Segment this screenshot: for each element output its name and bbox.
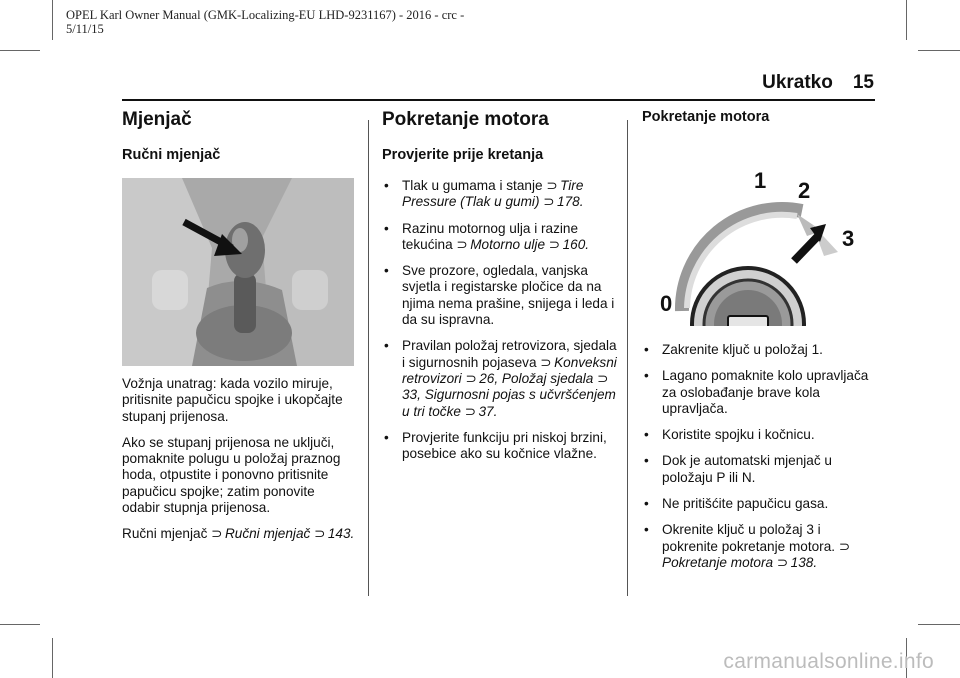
label-position-1: 1 <box>754 168 767 193</box>
list-item: • Ne pritišćite papučicu gasa. <box>642 496 878 512</box>
list-item: • Zakrenite ključ u položaj 1. <box>642 342 878 358</box>
arrow-ref-icon: ⊃ <box>543 194 555 210</box>
section-heading: Pokretanje motora <box>382 109 549 130</box>
meta-date: 5/11/15 <box>66 22 104 36</box>
list-item: • Okrenite ključ u položaj 3 i pokrenite pokretanje motora. ⊃ Pokretanje motora ⊃ 138. <box>642 522 878 571</box>
ref-link[interactable]: Motorno ulje <box>470 236 546 252</box>
list-item: • Provjerite funkciju pri niskoj brzini, posebice ako su kočnice vlažne. <box>382 430 618 463</box>
ref-page[interactable]: 33, <box>402 387 421 403</box>
column-engine-start-checks <box>382 108 618 472</box>
crop-mark <box>0 50 40 51</box>
ref-link[interactable]: Ručni mjenjač <box>224 526 311 542</box>
list-item: • Koristite spojku i kočnicu. <box>642 427 878 443</box>
ref-link[interactable]: Konveksni retrovizori <box>402 354 617 386</box>
ref-link[interactable]: Položaj sjedala <box>501 370 594 386</box>
label-position-0: 0 <box>660 291 673 316</box>
manual-ref: Ručni mjenjač ⊃ Ručni mjenjač ⊃ 143. <box>122 526 355 542</box>
crop-mark <box>52 0 53 40</box>
arrow-ref-icon: ⊃ <box>464 403 477 419</box>
label-position-2: 2 <box>798 178 811 203</box>
arrow-ref-icon: ⊃ <box>456 236 468 252</box>
document-meta <box>66 8 526 36</box>
arrow-ref-icon: ⊃ <box>540 354 552 370</box>
arrow-ref-icon: ⊃ <box>776 554 789 570</box>
column-transmission <box>122 108 356 553</box>
ref-page[interactable]: 178. <box>557 194 584 210</box>
check-list <box>382 178 618 462</box>
ref-page[interactable]: 143. <box>327 526 355 542</box>
crop-mark <box>918 624 960 625</box>
label-position-3: 3 <box>842 226 855 251</box>
arrow-ref-icon: ⊃ <box>314 526 326 542</box>
gear-lever-illustration <box>122 178 354 366</box>
crop-mark <box>0 624 40 625</box>
meta-header-line: OPEL Karl Owner Manual (GMK-Localizing-EU LHD-9231167) - 2016 - crc - <box>66 8 465 22</box>
arrow-ref-icon: ⊃ <box>211 526 223 542</box>
gear-lever-photo <box>122 178 354 366</box>
ref-page[interactable]: 26, <box>479 370 499 386</box>
ref-link[interactable]: Sigurnosni pojas s učvršćenjem u tri točke <box>402 387 616 419</box>
arrow-ref-icon: ⊃ <box>548 236 561 252</box>
list-item: • Lagano pomaknite kolo upravljača za oslobađanje brave kola upravljača. <box>642 368 878 417</box>
arrow-ref-icon: ⊃ <box>465 370 477 386</box>
start-steps-list <box>642 342 878 571</box>
list-item: • Sve prozore, ogledala, vanjska svjetla i registarske pločice da na njima nema prašine, snijega i leda i da su ispravna. <box>382 263 618 328</box>
ref-link[interactable]: Tire Pressure (Tlak u gumi) <box>402 178 584 210</box>
ref-page[interactable]: 138. <box>790 554 818 570</box>
ref-page[interactable]: 160. <box>562 236 590 252</box>
section-title: Ukratko <box>762 72 833 93</box>
list-item: • Pravilan položaj retrovizora, sjedala i sigurnosnih pojaseva ⊃ Konveksni retrovizori ⊃ 26, Položaj sjedala ⊃ 33, Sigurnosni pojas s učvršćenjem u tri točke ⊃ 37. <box>382 338 618 419</box>
list-item: • Razinu motornog ulja i razine tekućina ⊃ Motorno ulje ⊃ 160. <box>382 221 618 254</box>
reverse-gear-text: Vožnja unatrag: kada vozilo miruje, pritisnite papučicu spojke i ukopčajte stupanj prijenosa. <box>122 376 343 424</box>
column-divider <box>627 120 628 596</box>
list-item: • Dok je automatski mjenjač u položaju P ili N. <box>642 453 878 486</box>
crop-mark <box>918 50 960 51</box>
ref-link[interactable]: Pokretanje motora <box>662 554 774 570</box>
list-item: • Tlak u gumama i stanje ⊃ Tire Pressure (Tlak u gumi) ⊃ 178. <box>382 178 618 211</box>
crop-mark <box>906 0 907 40</box>
crop-mark <box>52 638 53 678</box>
subsection-heading: Ručni mjenjač <box>122 147 221 163</box>
page-number: 15 <box>852 72 874 93</box>
arrow-ref-icon: ⊃ <box>597 370 609 386</box>
ref-page[interactable]: 37. <box>478 403 498 419</box>
watermark: carmanualsonline.info <box>723 650 934 673</box>
column-starting-engine <box>642 108 878 581</box>
subsection-heading: Provjerite prije kretanja <box>382 147 544 163</box>
column-divider <box>368 120 369 596</box>
header-rule <box>122 99 875 101</box>
subsection-heading: Pokretanje motora <box>642 109 770 125</box>
gear-engage-text: Ako se stupanj prijenosa ne uključi, pomaknite polugu u položaj praznog hoda, otpustite i ponovno pritisnite papučicu spojke; zatim ponovite odabir stupnja prijenosa. <box>122 434 341 516</box>
page-header <box>742 72 874 94</box>
section-heading: Mjenjač <box>122 109 192 130</box>
ignition-switch-diagram <box>642 136 874 326</box>
arrow-ref-icon: ⊃ <box>838 538 851 554</box>
arrow-ref-icon: ⊃ <box>546 178 558 193</box>
